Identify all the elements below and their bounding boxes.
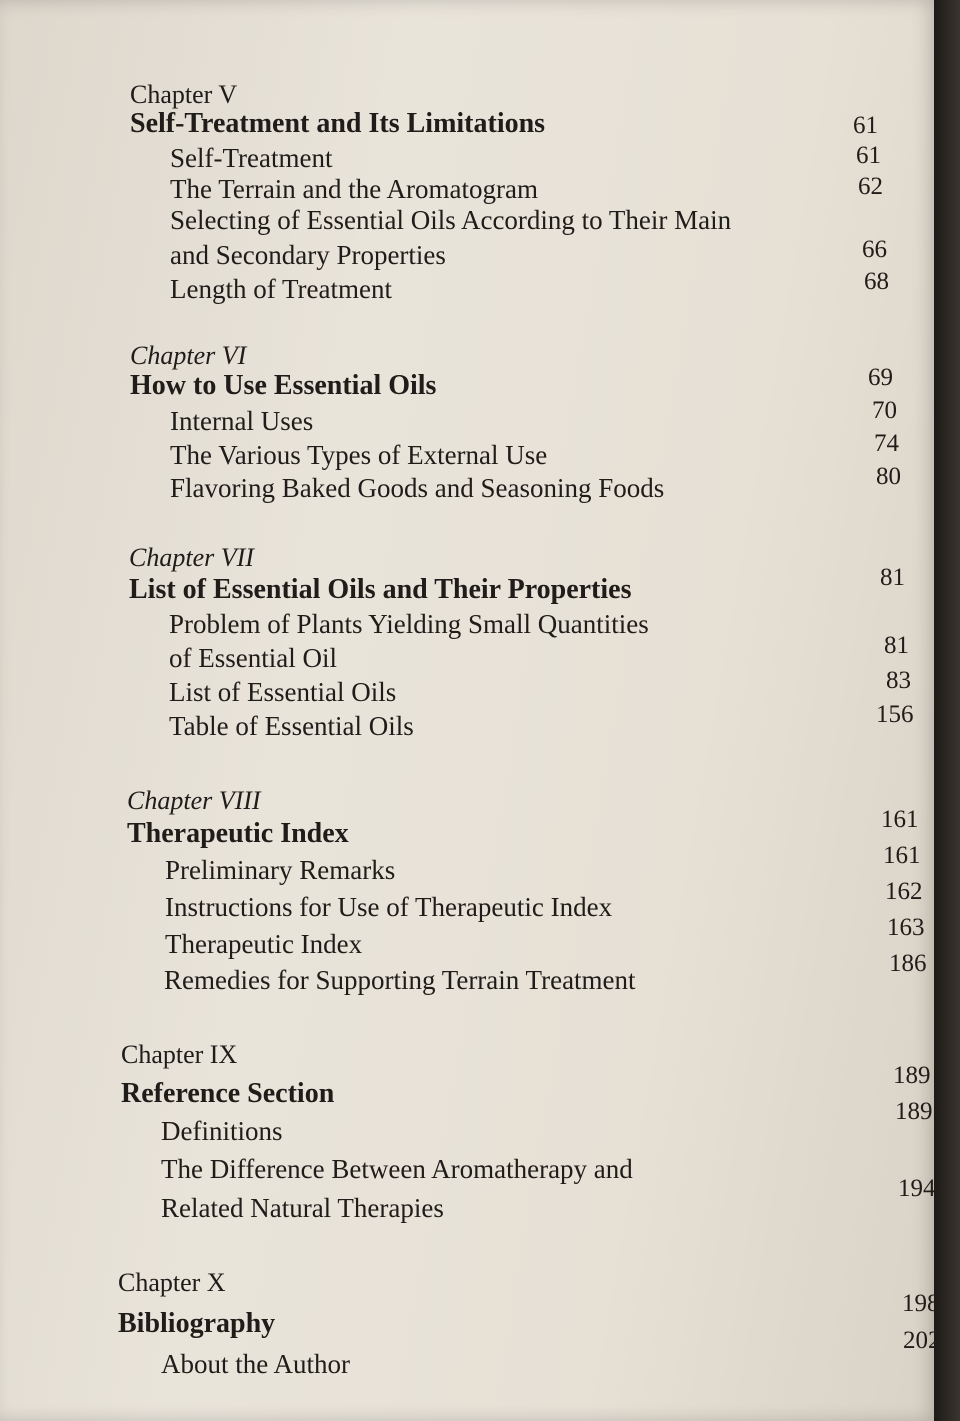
toc-entry: List of Essential Oils [169, 677, 397, 707]
page-number: 74 [874, 430, 899, 457]
toc-entry: Problem of Plants Yielding Small Quantities [169, 609, 649, 639]
chapter-title: How to Use Essential Oils [130, 370, 437, 401]
toc-entry: Table of Essential Oils [169, 711, 414, 741]
chapter-label: Chapter IX [121, 1040, 238, 1069]
toc-entry: Flavoring Baked Goods and Seasoning Foods [170, 473, 665, 503]
toc-entry: and Secondary Properties [170, 240, 446, 270]
page-number: 163 [887, 914, 925, 941]
chapter-title: List of Essential Oils and Their Properties [129, 574, 632, 605]
page-number: 68 [864, 268, 889, 295]
page-number: 156 [876, 701, 914, 728]
toc-entry: Internal Uses [170, 406, 314, 436]
chapter-title: Self-Treatment and Its Limitations [130, 108, 546, 139]
page-number: 189 [893, 1062, 931, 1089]
chapter-label: Chapter VII [129, 543, 254, 572]
page-number: 61 [853, 112, 878, 139]
toc-entry: Self-Treatment [170, 143, 333, 173]
chapter-label: Chapter VI [130, 341, 247, 370]
page-number: 83 [886, 667, 911, 694]
toc-entry: Preliminary Remarks [165, 855, 396, 885]
toc-entry: Selecting of Essential Oils According to Their Main [170, 205, 732, 235]
chapter-label: Chapter VIII [127, 786, 261, 815]
toc-entry: Related Natural Therapies [161, 1193, 444, 1223]
toc-entry: Definitions [161, 1116, 283, 1146]
page-number: 70 [872, 397, 897, 424]
page-number: 186 [889, 950, 927, 977]
page-number: 80 [876, 463, 901, 490]
toc-entry: Therapeutic Index [165, 929, 363, 959]
page-number: 61 [856, 142, 881, 169]
page-number: 69 [868, 364, 893, 391]
page-number: 81 [884, 632, 909, 659]
page-number: 62 [858, 173, 883, 200]
toc-entry: Length of Treatment [170, 274, 392, 304]
toc-entry: Instructions for Use of Therapeutic Index [165, 892, 613, 922]
toc-entry: The Terrain and the Aromatogram [170, 174, 538, 204]
toc-entry: About the Author [161, 1349, 350, 1379]
page-number: 66 [862, 236, 887, 263]
page-number: 189 [895, 1098, 933, 1125]
page-number: 161 [881, 806, 919, 833]
page-number: 198 [902, 1290, 940, 1317]
toc-entry: of Essential Oil [169, 643, 337, 673]
chapter-label: Chapter V [130, 80, 238, 109]
chapter-title: Bibliography [118, 1308, 276, 1339]
page-number: 162 [885, 878, 923, 905]
chapter-label: Chapter X [118, 1268, 226, 1297]
page-number: 194 [898, 1175, 936, 1202]
toc-entry: The Various Types of External Use [170, 440, 548, 470]
page-number: 81 [880, 564, 905, 591]
chapter-title: Reference Section [121, 1078, 335, 1109]
page-number: 161 [883, 842, 921, 869]
toc-entry: Remedies for Supporting Terrain Treatment [164, 965, 636, 995]
chapter-title: Therapeutic Index [127, 818, 349, 849]
toc-entry: The Difference Between Aromatherapy and [161, 1154, 633, 1184]
page-number: 202 [903, 1327, 941, 1354]
